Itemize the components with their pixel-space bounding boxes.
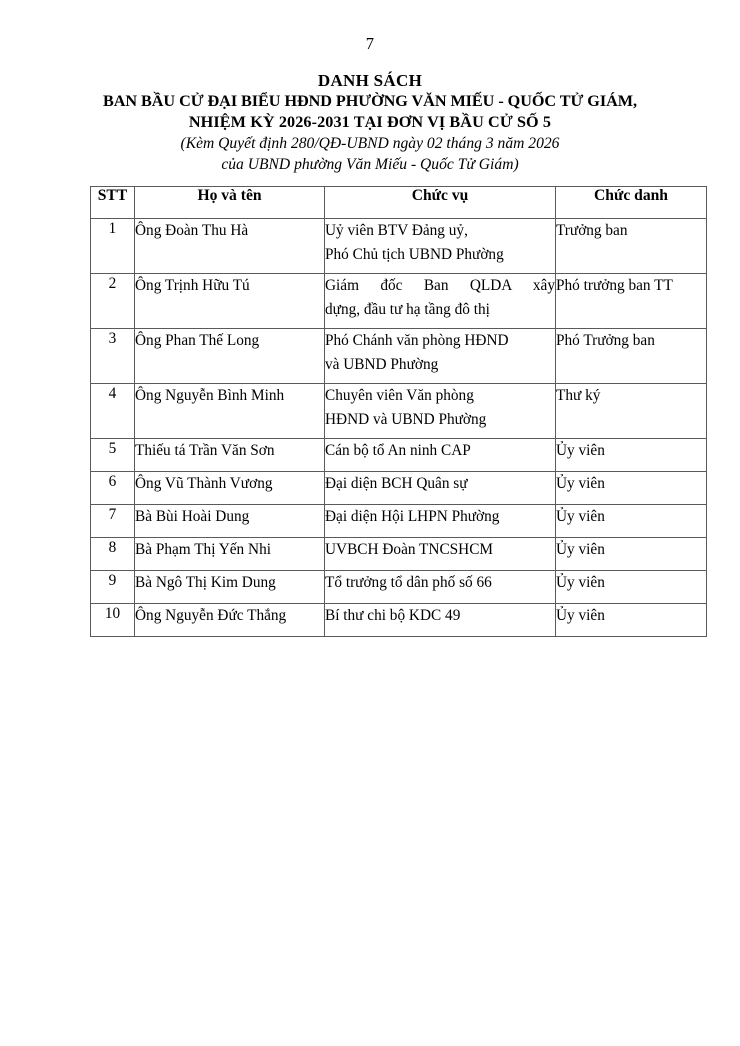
table-row	[91, 439, 707, 472]
cell-position-line-1: Cán bộ tổ An ninh CAP	[325, 442, 471, 459]
document-subtitle-line-2: NHIỆM KỲ 2026-2031 TẠI ĐƠN VỊ BẦU CỬ SỐ 5	[188, 113, 552, 131]
table-row	[91, 538, 707, 571]
cell-role: Trưởng ban	[556, 219, 707, 274]
column-header-role: Chức danh	[556, 187, 707, 219]
cell-stt: 4	[91, 384, 135, 439]
cell-position-line-2: dựng, đầu tư hạ tầng đô thị	[325, 301, 490, 318]
table-body	[91, 219, 707, 637]
cell-name: Ông Vũ Thành Vương	[135, 472, 325, 505]
cell-name: Ông Phan Thế Long	[135, 329, 325, 384]
cell-position	[325, 571, 556, 604]
cell-name: Ông Nguyễn Đức Thắng	[135, 604, 325, 637]
document-title-block	[60, 70, 680, 175]
table-header	[91, 187, 707, 219]
cell-stt: 7	[91, 505, 135, 538]
cell-position-line-1: Chuyên viên Văn phòng	[325, 387, 474, 404]
cell-position	[325, 274, 556, 329]
cell-position-line-1: Bí thư chi bộ KDC 49	[325, 607, 461, 624]
cell-position	[325, 329, 556, 384]
decision-reference-line-2: của UBND phường Văn Miếu - Quốc Tử Giám)	[221, 156, 519, 173]
cell-position	[325, 505, 556, 538]
cell-position	[325, 472, 556, 505]
column-header-position: Chức vụ	[325, 187, 556, 219]
cell-name: Ông Trịnh Hữu Tú	[135, 274, 325, 329]
table-row	[91, 472, 707, 505]
cell-position-line-1: Phó Chánh văn phòng HĐND	[325, 332, 509, 349]
cell-stt: 9	[91, 571, 135, 604]
cell-name: Ông Đoàn Thu Hà	[135, 219, 325, 274]
column-header-name: Họ và tên	[135, 187, 325, 219]
cell-position-line-2: HĐND và UBND Phường	[325, 411, 487, 428]
cell-position	[325, 538, 556, 571]
cell-role: Phó Trưởng ban	[556, 329, 707, 384]
cell-position-line-1: Đại diện Hội LHPN Phường	[325, 508, 500, 525]
cell-position-line-1: UVBCH Đoàn TNCSHCM	[325, 541, 494, 558]
decision-reference-line-1: (Kèm Quyết định 280/QĐ-UBND ngày 02 tháng 3 năm 2026	[180, 135, 560, 152]
cell-position	[325, 384, 556, 439]
cell-name: Thiếu tá Trần Văn Sơn	[135, 439, 325, 472]
table-row	[91, 274, 707, 329]
table-row	[91, 384, 707, 439]
cell-role: Thư ký	[556, 384, 707, 439]
cell-name: Bà Bùi Hoài Dung	[135, 505, 325, 538]
cell-position-line-1: Uỷ viên BTV Đảng uỷ,	[325, 222, 468, 239]
cell-position	[325, 439, 556, 472]
cell-role: Ủy viên	[556, 571, 707, 604]
cell-role: Ủy viên	[556, 604, 707, 637]
cell-name: Bà Ngô Thị Kim Dung	[135, 571, 325, 604]
table-row	[91, 604, 707, 637]
cell-stt: 5	[91, 439, 135, 472]
cell-position-line-1: Đại diện BCH Quân sự	[325, 475, 468, 492]
document-subtitle-line-1: BAN BẦU CỬ ĐẠI BIỂU HĐND PHƯỜNG VĂN MIẾU - QUỐC TỬ GIÁM,	[103, 92, 637, 110]
column-header-stt: STT	[91, 187, 135, 219]
cell-stt: 2	[91, 274, 135, 329]
table-row	[91, 505, 707, 538]
document-title: DANH SÁCH	[317, 71, 423, 90]
cell-stt: 1	[91, 219, 135, 274]
table-row	[91, 329, 707, 384]
cell-position	[325, 604, 556, 637]
table-header-row	[91, 187, 707, 219]
cell-stt: 10	[91, 604, 135, 637]
cell-role: Ủy viên	[556, 439, 707, 472]
cell-stt: 6	[91, 472, 135, 505]
table-row	[91, 219, 707, 274]
cell-position-line-2: Phó Chủ tịch UBND Phường	[325, 246, 504, 263]
cell-stt: 3	[91, 329, 135, 384]
cell-position-line-2: và UBND Phường	[325, 356, 439, 373]
cell-role: Ủy viên	[556, 472, 707, 505]
cell-position-line-1: Tổ trưởng tổ dân phố số 66	[325, 574, 492, 591]
table-row	[91, 571, 707, 604]
cell-stt: 8	[91, 538, 135, 571]
cell-role: Ủy viên	[556, 538, 707, 571]
page-number: 7	[365, 34, 375, 53]
cell-role: Ủy viên	[556, 505, 707, 538]
cell-name: Bà Phạm Thị Yến Nhi	[135, 538, 325, 571]
committee-members-table	[90, 186, 707, 637]
cell-position-line-1: Giám đốc Ban QLDA xây	[325, 277, 555, 294]
cell-position	[325, 219, 556, 274]
cell-name: Ông Nguyễn Bình Minh	[135, 384, 325, 439]
cell-role: Phó trưởng ban TT	[556, 274, 707, 329]
